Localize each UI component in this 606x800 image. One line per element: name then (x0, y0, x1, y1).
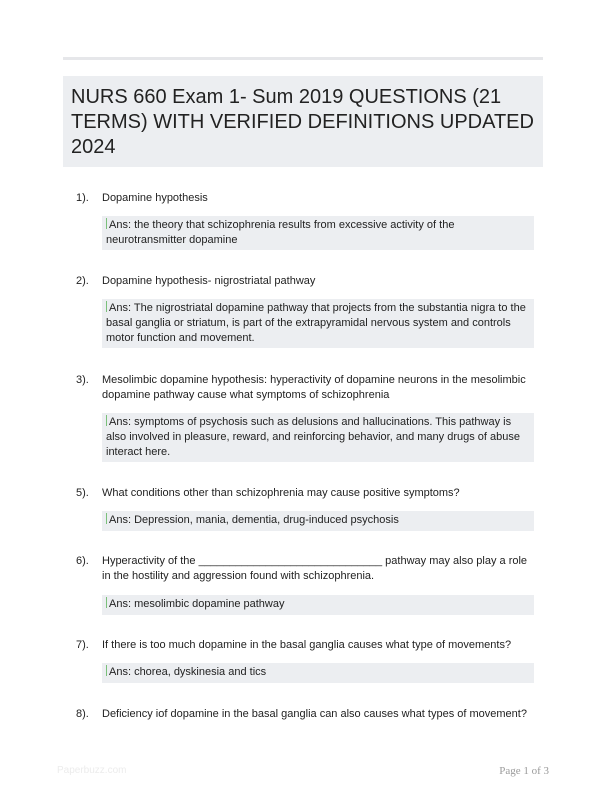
title-box (63, 76, 543, 167)
answer-marker (106, 665, 107, 676)
question-number: 8). (76, 708, 89, 720)
answer-marker (106, 415, 107, 426)
answer-text: Ans: The nigrostriatal dopamine pathway that projects from the substantia nigra to the basal ganglia or striatum, is part of the extrapyramidal nervous system and controls motor function and movement. (106, 302, 526, 344)
question-number: 5). (76, 487, 89, 499)
answer-box (102, 216, 534, 250)
answer-box (102, 299, 534, 348)
answer-marker (106, 597, 107, 608)
question-text: Mesolimbic dopamine hypothesis: hyperactivity of dopamine neurons in the mesolimbic dopamine pathway cause what symptoms of schizophrenia (102, 374, 526, 401)
answer-text: Ans: Depression, mania, dementia, drug-induced psychosis (109, 514, 399, 526)
question-number: 3). (76, 374, 89, 386)
page-number: Page 1 of 3 (499, 765, 549, 777)
question-number: 7). (76, 639, 89, 651)
question-text: Dopamine hypothesis- nigrostriatal pathway (102, 275, 316, 287)
question-text: What conditions other than schizophrenia may cause positive symptoms? (102, 487, 460, 499)
answer-text: Ans: chorea, dyskinesia and tics (109, 666, 267, 678)
question-number: 2). (76, 275, 89, 287)
top-rule (63, 57, 543, 60)
document-title: NURS 660 Exam 1- Sum 2019 QUESTIONS (21 TERMS) WITH VERIFIED DEFINITIONS UPDATED 2024 (71, 86, 534, 158)
answer-box (102, 413, 534, 462)
question-text: If there is too much dopamine in the basal ganglia causes what type of movements? (102, 639, 512, 651)
answer-text: Ans: the theory that schizophrenia results from excessive activity of the neurotransmitter dopamine (106, 219, 455, 246)
question-text: Deficiency iof dopamine in the basal ganglia can also causes what types of movement? (102, 708, 527, 720)
answer-box (102, 511, 534, 531)
answer-marker (106, 301, 107, 312)
footer-watermark: Paperbuzz.com (57, 765, 127, 776)
question-text: Hyperactivity of the ______________________________ pathway may also play a role in the hostility and aggression found with schizophrenia. (102, 555, 528, 582)
answer-box (102, 595, 534, 615)
answer-marker (106, 218, 107, 229)
question-text: Dopamine hypothesis (102, 192, 208, 204)
answer-text: Ans: mesolimbic dopamine pathway (109, 598, 285, 610)
answer-marker (106, 513, 107, 524)
answer-box (102, 663, 534, 683)
question-number: 6). (76, 555, 89, 567)
answer-text: Ans: symptoms of psychosis such as delusions and hallucinations. This pathway is also involved in pleasure, reward, and reinforcing behavior, and many drugs of abuse interact here. (106, 416, 520, 458)
question-number: 1). (76, 192, 89, 204)
